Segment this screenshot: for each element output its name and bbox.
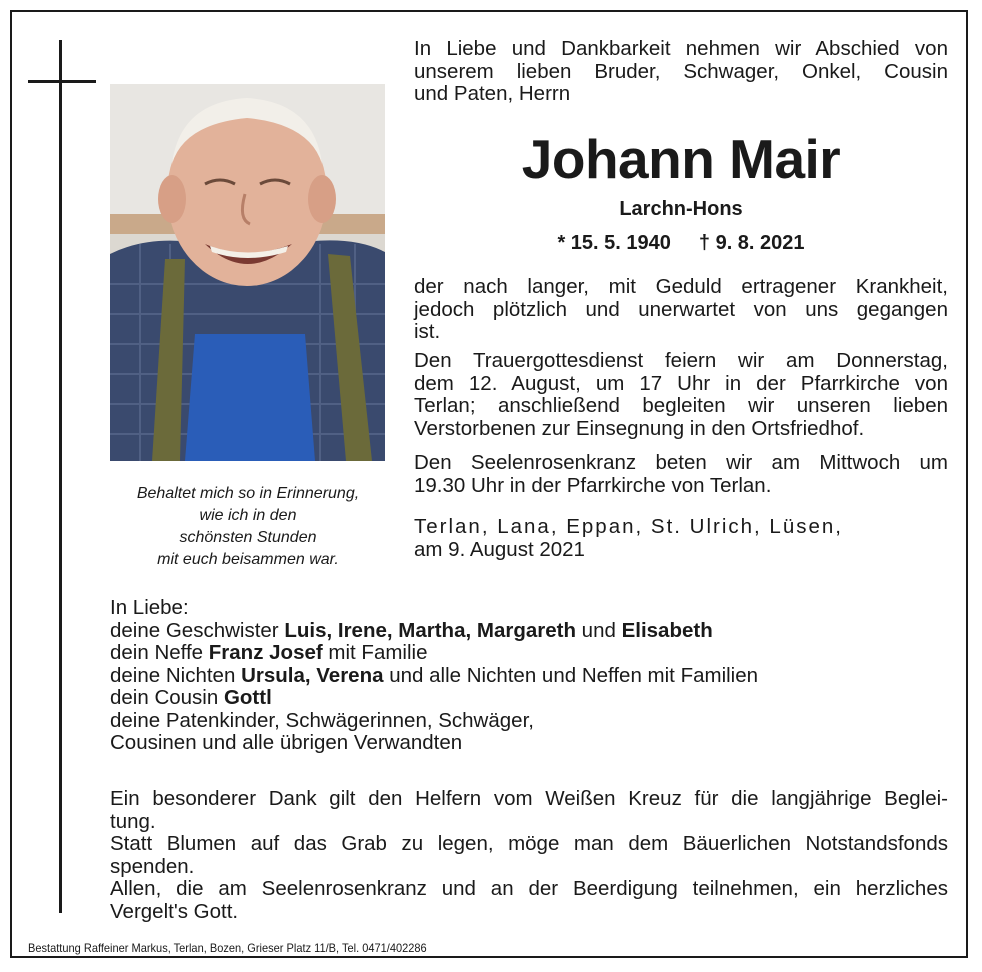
memorial-quote bbox=[100, 483, 396, 571]
text-line: der nach langer, mit Geduld ertragener Krankheit, bbox=[414, 275, 948, 298]
place-date bbox=[414, 516, 948, 561]
text-line: ist. bbox=[414, 320, 441, 343]
mourners-line: Cousinen und alle übrigen Verwandten bbox=[110, 731, 463, 754]
quote-line: Behaltet mich so in Erinnerung, bbox=[136, 485, 360, 502]
mourners-line: dein Cousin Gottl bbox=[110, 686, 272, 709]
rosary-text bbox=[414, 452, 948, 497]
text-line: Allen, die am Seelenrosenkranz und an der Beerdigung teilnehmen, ein herzliches bbox=[110, 877, 948, 900]
death-date: † 9. 8. 2021 bbox=[698, 232, 805, 254]
text-line: Ein besonderer Dank gilt den Helfern vom Weißen Kreuz für die langjährige Beglei- bbox=[110, 787, 948, 810]
funeral-text bbox=[414, 350, 948, 440]
text-line: Den Trauergottesdienst feiern wir am Donnerstag, bbox=[414, 349, 948, 372]
places-line: Terlan, Lana, Eppan, St. Ulrich, Lüsen, bbox=[414, 515, 843, 538]
mourners-list bbox=[110, 597, 850, 755]
intro-line: unserem lieben Bruder, Schwager, Onkel, Cousin bbox=[414, 59, 948, 83]
quote-line: wie ich in den bbox=[199, 507, 297, 524]
quote-line: schönsten Stunden bbox=[179, 529, 317, 546]
deceased-name: Johann Mair bbox=[521, 128, 841, 190]
mourners-heading: In Liebe: bbox=[110, 596, 189, 619]
text-line: Verstorbenen zur Einsegnung in den Ortsfriedhof. bbox=[414, 416, 865, 440]
birth-date: * 15. 5. 1940 bbox=[557, 232, 671, 254]
death-notice-text bbox=[414, 276, 948, 344]
mourners-line: deine Nichten Ursula, Verena und alle Nichten und Neffen mit Familien bbox=[110, 663, 759, 687]
quote-line: mit euch beisammen war. bbox=[157, 551, 339, 568]
text-line: Den Seelenrosenkranz beten wir am Mittwoch um bbox=[414, 451, 948, 474]
cross-icon-horizontal bbox=[28, 80, 96, 83]
text-line: Statt Blumen auf das Grab zu legen, möge man dem Bäuerlichen Notstandsfonds bbox=[110, 832, 948, 855]
text-line: dem 12. August, um 17 Uhr in der Pfarrkirche von bbox=[414, 371, 948, 395]
intro-line: In Liebe und Dankbarkeit nehmen wir Abschied von bbox=[414, 37, 948, 60]
text-line: jedoch plötzlich und unerwartet von uns gegangen bbox=[414, 297, 948, 321]
text-line: Vergelt's Gott. bbox=[110, 899, 239, 923]
thanks-text bbox=[110, 788, 948, 923]
intro-line: und Paten, Herrn bbox=[414, 82, 571, 105]
mourners-line: deine Patenkinder, Schwägerinnen, Schwäger, bbox=[110, 708, 534, 732]
mourners-line: dein Neffe Franz Josef mit Familie bbox=[110, 641, 428, 664]
life-dates bbox=[414, 231, 948, 255]
cross-icon-vertical bbox=[59, 40, 62, 913]
text-line: spenden. bbox=[110, 854, 195, 878]
text-line: tung. bbox=[110, 809, 156, 833]
portrait-photo bbox=[110, 84, 385, 461]
text-line: Terlan; anschließend begleiten wir unseren lieben bbox=[414, 394, 948, 417]
text-line: 19.30 Uhr in der Pfarrkirche von Terlan. bbox=[414, 473, 772, 497]
funeral-home-footer: Bestattung Raffeiner Markus, Terlan, Bozen, Grieser Platz 11/B, Tel. 0471/402286 bbox=[28, 941, 427, 955]
intro-text bbox=[414, 38, 948, 106]
deceased-nickname: Larchn-Hons bbox=[619, 198, 743, 220]
mourners-line: deine Geschwister Luis, Irene, Martha, Margareth und Elisabeth bbox=[110, 618, 713, 642]
date-line: am 9. August 2021 bbox=[414, 537, 585, 561]
